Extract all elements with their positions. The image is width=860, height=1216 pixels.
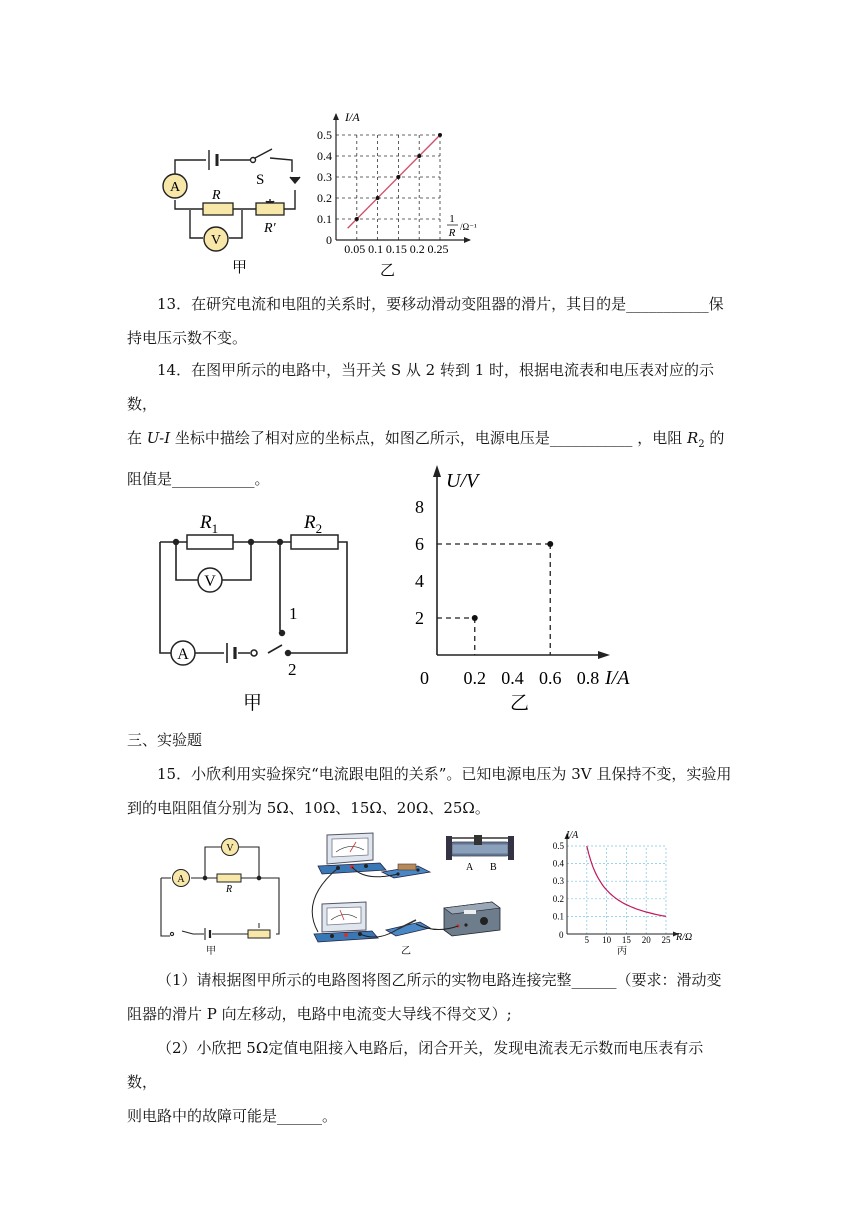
rheostat-terminal-b: B xyxy=(490,862,497,873)
switch-position-1: 1 xyxy=(289,604,298,623)
question-15-part-1 xyxy=(127,963,733,1031)
x-axis-arrow xyxy=(464,237,471,243)
graph-bot-y-label: I/A xyxy=(566,830,579,841)
x-tick-label: 20 xyxy=(641,935,651,945)
y-tick-label: 0.1 xyxy=(552,911,564,922)
meter-device-bottom-icon xyxy=(314,902,378,942)
data-point xyxy=(472,615,478,621)
graph-mid-x-label: I/A xyxy=(605,667,630,689)
power-supply-icon xyxy=(444,902,500,936)
graph-bot-caption: 丙 xyxy=(617,946,627,957)
data-point xyxy=(396,175,400,179)
y-tick-label: 8 xyxy=(415,497,424,517)
figure-top xyxy=(0,0,860,290)
x-tick-label: 5 xyxy=(584,935,590,945)
question-13 xyxy=(127,287,733,355)
q15-line2: 到的电阻阻值分别为 5Ω、10Ω、15Ω、20Ω、25Ω。 xyxy=(127,799,490,817)
question-15-part-2 xyxy=(127,1031,733,1133)
q14-line2: 在 U-I 坐标中描绘了相对应的坐标点，如图乙所示，电源电压是___________ ，电阻 $R_2$ 的 xyxy=(127,429,725,450)
resistor-r1 xyxy=(187,535,233,549)
data-point xyxy=(355,217,359,221)
graph-top-x-unit: /Ω⁻¹ xyxy=(460,222,477,232)
ammeter-bot-label: A xyxy=(177,874,185,885)
q15-sub1-line1: （1）请根据图甲所示的电路图将图乙所示的实物电路连接完整______（要求：滑动变 xyxy=(157,971,722,989)
rheostat-terminal-a: A xyxy=(466,862,474,873)
q13-line1: 13．在研究电流和电阻的关系时，要移动滑动变阻器的滑片，其目的是___________保 xyxy=(157,295,724,313)
x-tick-label: 0.05 xyxy=(344,242,366,256)
label-switch: S xyxy=(256,172,265,188)
x-tick-label: 15 xyxy=(621,935,631,945)
q15-sub2-line2: 则电路中的故障可能是______。 xyxy=(127,1107,338,1125)
label-bot-r: R xyxy=(226,884,233,895)
y-tick-label: 0.3 xyxy=(317,170,332,184)
resistor-bot-r xyxy=(217,874,241,882)
y-tick-label: 0.4 xyxy=(552,858,564,869)
y-tick-label: 0.5 xyxy=(317,128,332,142)
x-tick-label: 0.6 xyxy=(539,668,562,688)
q13-line2: 持电压示数不变。 xyxy=(127,329,248,347)
graph-top-origin: 0 xyxy=(326,233,332,247)
q14-line3: 阻值是___________。 xyxy=(127,470,270,488)
graph-mid-caption: 乙 xyxy=(510,693,530,714)
rheostat-bot xyxy=(248,930,270,938)
y-axis-arrow xyxy=(333,113,339,120)
graph-top-frac-num: 1 xyxy=(449,213,455,225)
q15-sub1-line2: 阻器的滑片 P 向左移动，电路中电流变大导线不得交叉）; xyxy=(127,1005,512,1023)
ammeter-mid-label: A xyxy=(177,646,189,663)
y-tick-label: 0.4 xyxy=(317,149,332,163)
graph-mid xyxy=(415,465,610,688)
circuit-mid-caption: 甲 xyxy=(243,693,263,714)
apparatus-caption: 乙 xyxy=(401,946,411,957)
graph-mid-origin: 0 xyxy=(420,668,429,688)
graph-bot xyxy=(553,833,679,945)
x-tick-label: 25 xyxy=(661,935,671,945)
x-tick-label: 10 xyxy=(602,935,612,945)
y-tick-label: 0.1 xyxy=(317,212,332,226)
graph-top-caption: 乙 xyxy=(380,263,396,279)
graph-bot-origin: 0 xyxy=(559,930,564,940)
switch-position-2: 2 xyxy=(288,660,297,679)
voltmeter-bot-label: V xyxy=(226,843,234,854)
circuit-top-caption: 甲 xyxy=(232,260,248,276)
resistor-r xyxy=(203,203,233,215)
q15-line1: 15．小欣利用实验探究“电流跟电阻的关系”。已知电源电压为 3V 且保持不变，实验用 xyxy=(157,765,732,783)
y-axis-arrow xyxy=(433,465,441,477)
ammeter-label: A xyxy=(169,180,181,195)
x-tick-label: 0.2 xyxy=(409,242,425,256)
label-rp: R′ xyxy=(264,221,276,236)
voltmeter-label: V xyxy=(210,233,222,248)
figure-mid xyxy=(0,455,860,715)
circuit-bot xyxy=(161,847,279,940)
graph-top-y-label: I/A xyxy=(345,110,360,124)
apparatus-photo xyxy=(312,833,514,942)
y-tick-label: 4 xyxy=(415,571,424,591)
x-tick-label: 0.4 xyxy=(501,668,524,688)
x-axis-arrow xyxy=(598,651,610,659)
circuit-top xyxy=(175,149,300,238)
data-point xyxy=(438,133,442,137)
rheostat-device-icon xyxy=(446,835,514,860)
figure-bot xyxy=(0,830,860,960)
graph-mid-y-label: U/V xyxy=(446,470,479,492)
y-tick-label: 0.2 xyxy=(552,893,564,904)
y-tick-label: 0.2 xyxy=(317,191,332,205)
q14-ui-term: U-I xyxy=(146,429,171,447)
graph-top-frac-den: R xyxy=(448,227,456,239)
voltmeter-mid-label: V xyxy=(204,573,216,590)
x-tick-label: 0.8 xyxy=(576,668,600,688)
x-tick-label: 0.2 xyxy=(463,668,486,688)
label-r1: $R_1$ xyxy=(200,512,219,536)
data-point xyxy=(376,196,380,200)
y-tick-label: 0.5 xyxy=(552,841,564,851)
circuit-bot-caption: 甲 xyxy=(206,946,216,957)
label-r: R xyxy=(212,188,221,203)
y-tick-label: 6 xyxy=(415,534,424,554)
series-line xyxy=(348,135,440,228)
switch-device-icon xyxy=(386,920,430,936)
rheostat-rp xyxy=(256,203,284,215)
data-point xyxy=(547,541,553,547)
y-tick-label: 2 xyxy=(415,608,424,628)
x-tick-label: 0.1 xyxy=(368,242,384,256)
q15-sub2-line1: （2）小欣把 5Ω定值电阻接入电路后，闭合开关，发现电流表无示数而电压表有示数， xyxy=(127,1039,704,1091)
graph-bot-x-label: R/Ω xyxy=(676,932,693,943)
meter-device-top-icon xyxy=(318,833,386,874)
data-point xyxy=(417,154,421,158)
x-tick-label: 0.25 xyxy=(427,242,449,256)
x-tick-label: 0.15 xyxy=(385,242,407,256)
q14-line1: 14．在图甲所示的电路中，当开关 S 从 2 转到 1 时，根据电流表和电压表对应的示数， xyxy=(127,361,715,413)
y-tick-label: 0.3 xyxy=(552,876,564,887)
question-15 xyxy=(127,757,733,825)
label-r2: $R_2$ xyxy=(304,512,323,536)
section-3-heading: 三、实验题 xyxy=(127,731,203,749)
resistor-r2 xyxy=(291,535,338,549)
